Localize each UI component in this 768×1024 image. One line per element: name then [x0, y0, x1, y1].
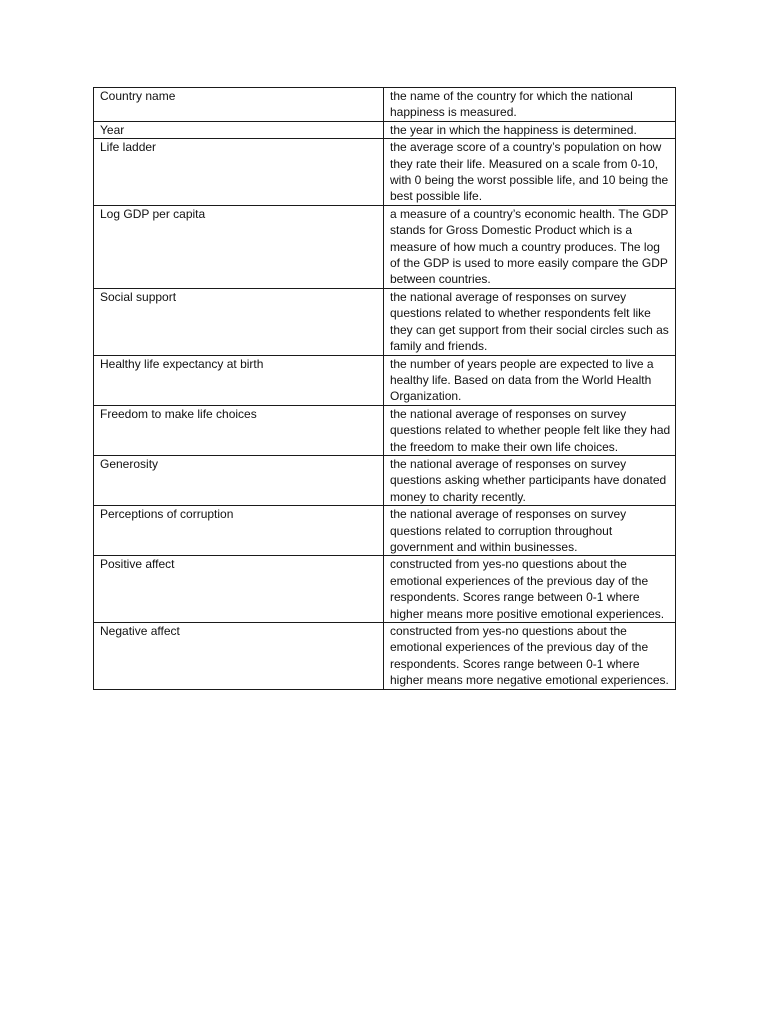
definition-cell: the national average of responses on survey questions related to corruption throughout government and within businesses.	[384, 506, 676, 556]
definition-cell: the national average of responses on survey questions related to whether people felt like they had the freedom to make their own life choices.	[384, 405, 676, 455]
term-cell: Log GDP per capita	[94, 205, 384, 288]
definition-cell: the year in which the happiness is determined.	[384, 121, 676, 138]
table-row	[94, 405, 676, 455]
definition-cell: the national average of responses on survey questions related to whether respondents felt like they can get support from their social circles such as family and friends.	[384, 288, 676, 355]
table-row	[94, 205, 676, 288]
glossary-body	[94, 88, 676, 690]
table-row	[94, 121, 676, 138]
definition-cell: the national average of responses on survey questions asking whether participants have donated money to charity recently.	[384, 455, 676, 505]
table-row	[94, 455, 676, 505]
term-cell: Negative affect	[94, 623, 384, 690]
definition-cell: constructed from yes-no questions about the emotional experiences of the previous day of the respondents. Scores range between 0-1 where higher means more negative emotional experiences.	[384, 623, 676, 690]
definition-cell: constructed from yes-no questions about the emotional experiences of the previous day of the respondents. Scores range between 0-1 where higher means more positive emotional experiences.	[384, 556, 676, 623]
term-cell: Generosity	[94, 455, 384, 505]
glossary-table	[93, 87, 676, 690]
term-cell: Healthy life expectancy at birth	[94, 355, 384, 405]
table-row	[94, 139, 676, 206]
term-cell: Year	[94, 121, 384, 138]
definition-cell: a measure of a country’s economic health. The GDP stands for Gross Domestic Product which is a measure of how much a country produces. The log of the GDP is used to more easily compare the GDP between countries.	[384, 205, 676, 288]
definition-cell: the number of years people are expected to live a healthy life. Based on data from the World Health Organization.	[384, 355, 676, 405]
term-cell: Positive affect	[94, 556, 384, 623]
table-row	[94, 556, 676, 623]
table-row	[94, 288, 676, 355]
term-cell: Perceptions of corruption	[94, 506, 384, 556]
definition-cell: the average score of a country’s population on how they rate their life. Measured on a scale from 0-10, with 0 being the worst possible life, and 10 being the best possible life.	[384, 139, 676, 206]
table-row	[94, 623, 676, 690]
term-cell: Freedom to make life choices	[94, 405, 384, 455]
table-row	[94, 88, 676, 122]
term-cell: Country name	[94, 88, 384, 122]
definition-cell: the name of the country for which the national happiness is measured.	[384, 88, 676, 122]
table-row	[94, 355, 676, 405]
term-cell: Life ladder	[94, 139, 384, 206]
term-cell: Social support	[94, 288, 384, 355]
table-row	[94, 506, 676, 556]
